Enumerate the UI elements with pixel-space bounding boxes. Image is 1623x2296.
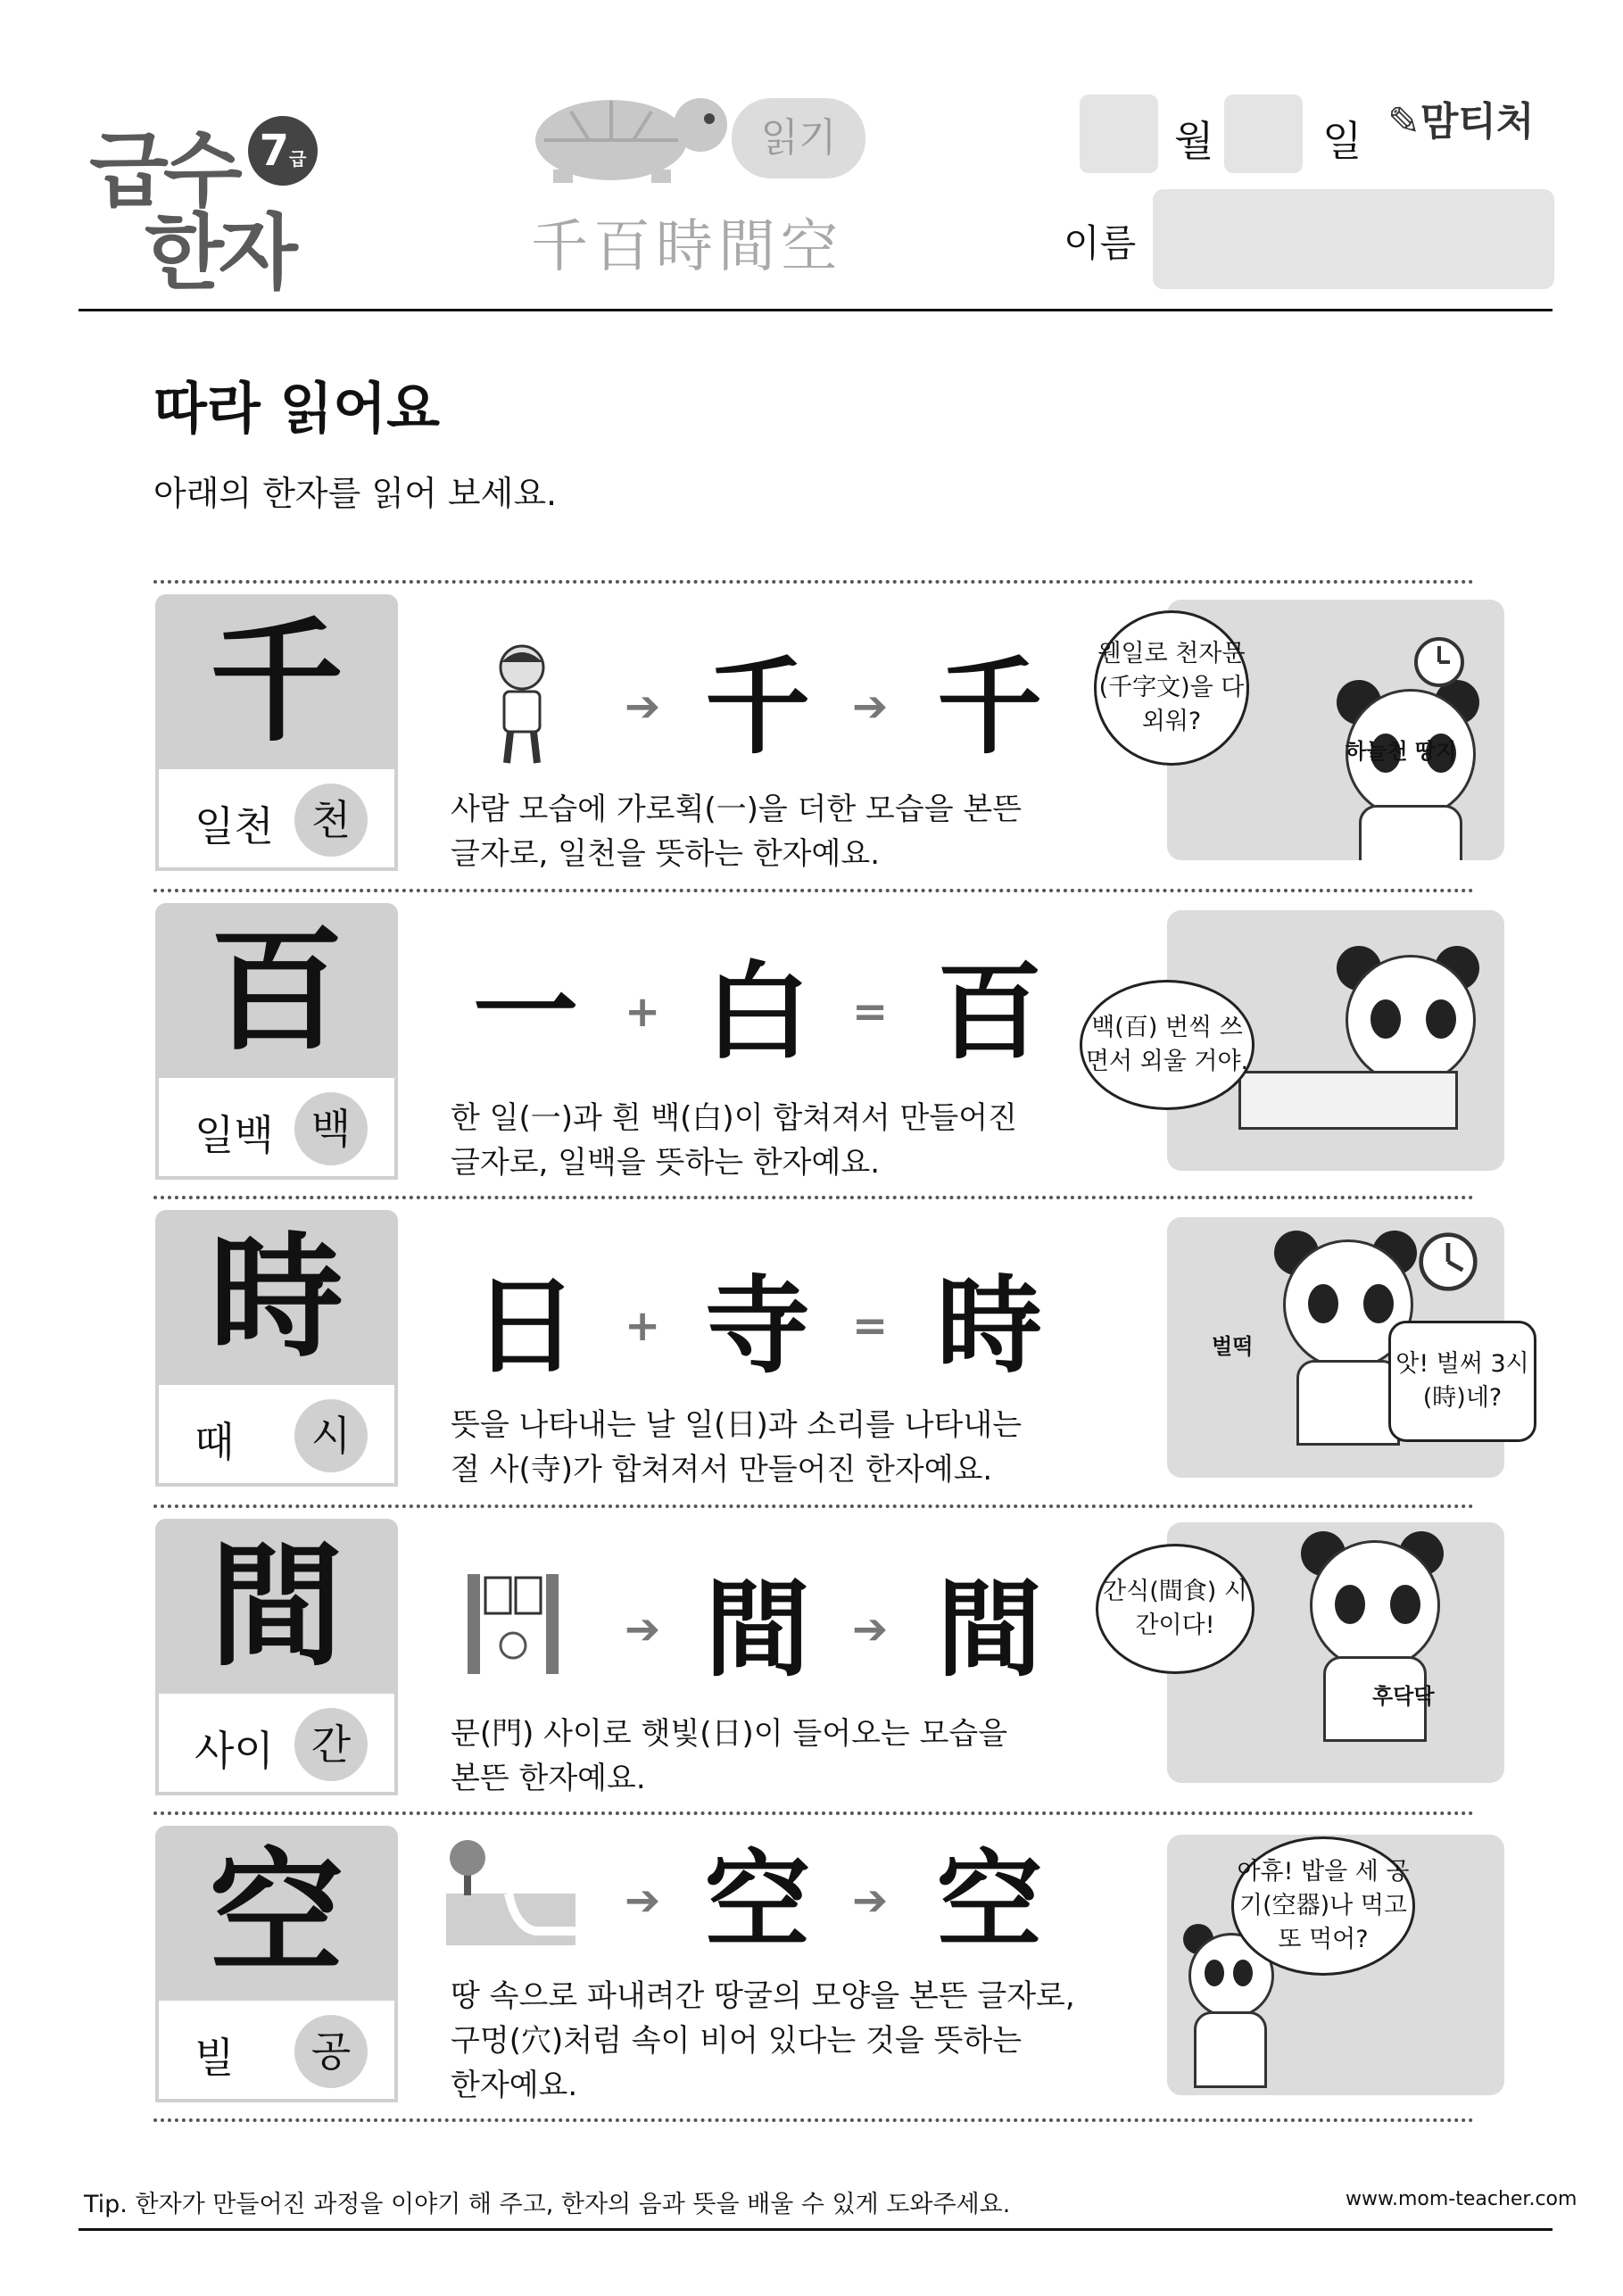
logo: [89, 105, 321, 301]
evolution-glyph: 間: [705, 1567, 811, 1691]
speech-bubble: 웬일로 천자문 (千字文)을 다 외워?: [1094, 610, 1249, 766]
clock-icon: [1412, 635, 1466, 689]
arrow-icon: ➔: [852, 682, 889, 732]
evolution-glyph: 千: [705, 644, 811, 768]
final-glyph: 空: [937, 1838, 1043, 1962]
site-url: www.mom-teacher.com: [1346, 2188, 1577, 2210]
component-glyph: 白: [705, 949, 811, 1073]
hanja-card: [155, 903, 398, 1181]
name-label: 이름: [1064, 221, 1137, 265]
dotted-divider: [153, 889, 1474, 892]
hanja-sound: 천: [294, 783, 368, 857]
arrow-icon: ➔: [852, 1876, 889, 1926]
section-title: 따라 읽어요: [153, 376, 441, 441]
hanja-sound: 시: [294, 1399, 368, 1472]
clock-icon: [1417, 1231, 1479, 1293]
speech-bubble: 백(百) 번씩 쓰면서 외울 거야.: [1080, 980, 1255, 1110]
hanja-sound: 백: [294, 1092, 368, 1165]
dotted-divider: [153, 580, 1474, 584]
name-field[interactable]: [1153, 189, 1554, 289]
logo-line1: 급수: [89, 123, 237, 219]
speech-bubble: 앗! 벌써 3시(時)네?: [1388, 1321, 1536, 1442]
day-label: 일: [1322, 117, 1362, 165]
dotted-divider: [153, 2118, 1474, 2122]
arrow-icon: ➔: [625, 1876, 661, 1926]
hanja-meaning: 일천: [195, 802, 274, 850]
arrow-icon: ➔: [625, 1604, 661, 1654]
hanja-card: [155, 1519, 398, 1797]
scene-caption: 후닥닥: [1372, 1684, 1435, 1709]
description: 사람 모습에 가로획(一)을 더한 모습을 본뜬 글자로, 일천을 뜻하는 한자예요.: [451, 792, 1023, 872]
brand-logo: [1387, 89, 1534, 146]
equals-icon: =: [852, 1301, 889, 1351]
hanja-sound: 공: [294, 2015, 368, 2088]
scene-caption: 하늘천 땅지: [1346, 739, 1457, 764]
hanja-sound: 간: [294, 1708, 368, 1781]
logo-line2: 한자: [145, 205, 293, 301]
person-icon: [482, 642, 562, 767]
final-glyph: 千: [937, 644, 1043, 768]
arrow-icon: ➔: [852, 1604, 889, 1654]
footer-divider: [79, 2228, 1553, 2231]
hanja-meaning: 사이: [195, 1727, 274, 1775]
hanja-character: 時: [155, 1210, 398, 1385]
hanja-character: 空: [155, 1826, 398, 2001]
hanja-meaning: 빌: [195, 2034, 235, 2082]
grade-badge: 7급: [248, 116, 318, 186]
description: 뜻을 나타내는 날 일(日)과 소리를 나타내는 절 사(寺)가 합쳐져서 만들어진 한자예요.: [451, 1407, 1023, 1488]
day-field[interactable]: [1224, 95, 1303, 173]
evolution-glyph: 空: [705, 1838, 811, 1962]
book-icon: [1238, 1071, 1458, 1130]
dotted-divider: [153, 1196, 1474, 1199]
instruction-text: 아래의 한자를 읽어 보세요.: [153, 474, 558, 513]
header-divider: [79, 309, 1553, 311]
hanja-meaning: 때: [195, 1418, 235, 1466]
gate-sun-icon: [464, 1571, 562, 1678]
hanja-card: [155, 1210, 398, 1488]
tip-text: Tip. 한자가 만들어진 과정을 이야기 해 주고, 한자의 음과 뜻을 배울 수 있게 도와주세요.: [84, 2191, 1011, 2218]
brand-text: 맘티처: [1420, 99, 1535, 145]
speech-bubble: 아휴! 밥을 세 공기(空器)나 먹고 또 먹어?: [1231, 1836, 1415, 1976]
component-glyph: 一: [473, 949, 579, 1073]
final-glyph: 百: [937, 949, 1043, 1073]
turtle-icon: [526, 85, 732, 183]
description: 문(門) 사이로 햇빛(日)이 들어오는 모습을 본뜬 한자예요.: [451, 1716, 1008, 1796]
component-glyph: 日: [473, 1264, 579, 1388]
dotted-divider: [153, 1504, 1474, 1508]
description: 한 일(一)과 흰 백(白)이 합쳐져서 만들어진 글자로, 일백을 뜻하는 한자예요.: [451, 1100, 1017, 1181]
dotted-divider: [153, 1811, 1474, 1815]
description: 땅 속으로 파내려간 땅굴의 모양을 본뜬 글자로, 구멍(穴)처럼 속이 비어 있다는 것을 뜻하는 한자예요.: [451, 1978, 1075, 2103]
scene-caption: 벌떡: [1212, 1334, 1254, 1359]
topic-characters: 千百時間空: [531, 214, 843, 280]
plus-icon: +: [625, 1301, 661, 1351]
final-glyph: 時: [937, 1264, 1043, 1388]
component-glyph: 寺: [705, 1264, 811, 1388]
pencil-icon: ✎: [1387, 99, 1420, 145]
hanja-meaning: 일백: [195, 1111, 274, 1159]
hanja-card: [155, 594, 398, 873]
plus-icon: +: [625, 987, 661, 1037]
equals-icon: =: [852, 987, 889, 1037]
speech-bubble: 간식(間食) 시간이다!: [1096, 1544, 1255, 1674]
final-glyph: 間: [937, 1567, 1043, 1691]
read-badge: 읽기: [732, 98, 865, 178]
month-label: 월: [1174, 117, 1214, 165]
tunnel-icon: [446, 1838, 576, 1945]
arrow-icon: ➔: [625, 682, 661, 732]
month-field[interactable]: [1080, 95, 1158, 173]
hanja-character: 間: [155, 1519, 398, 1694]
hanja-character: 千: [155, 594, 398, 769]
hanja-character: 百: [155, 903, 398, 1078]
hanja-card: [155, 1826, 398, 2104]
